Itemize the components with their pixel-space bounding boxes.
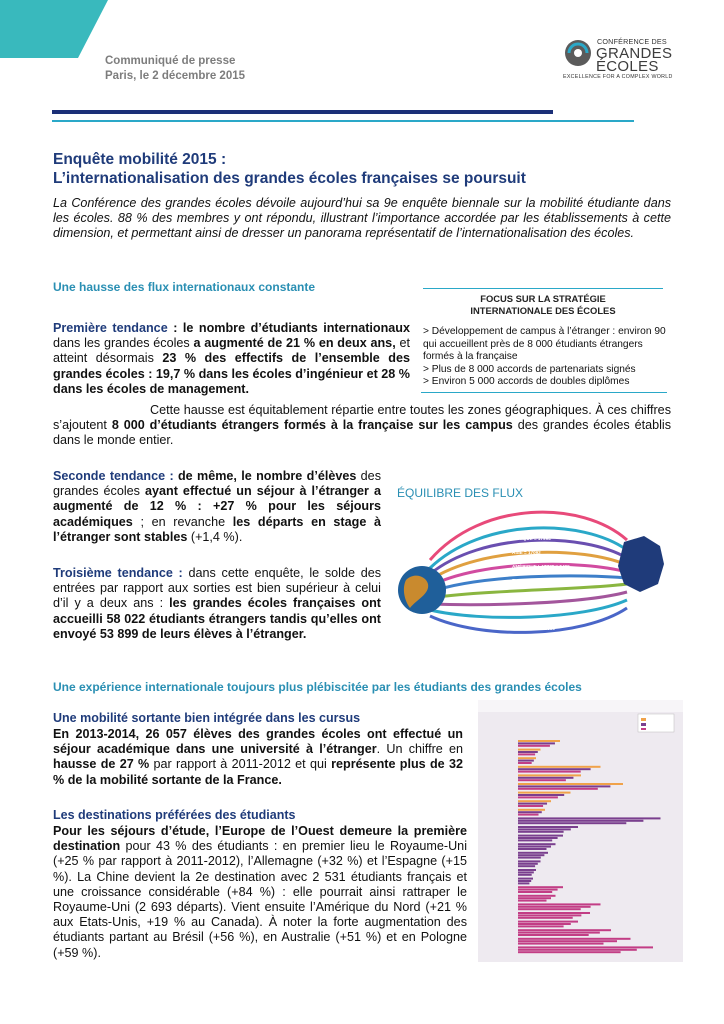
trend1-paragraph-top: Première tendance : le nombre d’étudiants internationaux dans les grandes écoles a augmenté de 21 % en deux ans, et atteint désormais 23 % des effectifs de l’ensemble des grandes écoles : 19,7 % dans les écoles d’ingénieur et 28 % dans les écoles de management. — [53, 321, 410, 396]
chart-bar — [518, 779, 566, 781]
focus-item: > Plus de 8 000 accords de partenariats signés — [423, 363, 636, 375]
logo-text-line3: ÉCOLES — [596, 58, 659, 75]
subsection-mobility: Une mobilité sortante bien intégrée dans les cursus — [53, 711, 361, 725]
chart-bar — [518, 760, 534, 762]
chart-bar — [518, 943, 604, 945]
chart-bar — [518, 771, 581, 773]
chart-bar — [518, 934, 589, 936]
subsection-destinations: Les destinations préférées des étudiants — [53, 808, 296, 822]
chart-bar — [518, 788, 598, 790]
chart-bar — [518, 878, 533, 880]
chart-bar — [518, 740, 560, 742]
flux-label: ASIE = 17092 — [512, 550, 541, 555]
trend3-paragraph: Troisième tendance : dans cette enquête, le solde des entrées par rapport aux sorties est bien supérieur à celui d’il y a deux ans : les grandes écoles françaises ont accueilli 58 022 étudiants étrangers tandis qu’elles ont envoyé 53 899 de leurs élèves à l’étranger. — [53, 566, 382, 641]
chart-bar — [518, 835, 563, 837]
focus-list — [423, 326, 667, 389]
legend-swatch — [641, 718, 646, 721]
chart-bar — [518, 809, 545, 811]
focus-title-line2: INTERNATIONALE DES ÉCOLES — [470, 305, 616, 316]
page-title — [53, 150, 653, 188]
chart-bar — [518, 871, 534, 873]
chart-bar — [518, 805, 543, 807]
title-line1: Enquête mobilité 2015 : — [53, 151, 227, 168]
chart-bar — [518, 938, 631, 940]
destinations-paragraph: Pour les séjours d’étude, l’Europe de l’Ouest demeure la première destination pour 43 % des étudiants : en premier lieu le Royaume-Uni (+25 % par rapport à 2011-2012), l’Allemagne (+32 %) et l’Espagne (+15 %). La Chine devient la 2e destination avec 2 531 étudiants français et une croissance considérable (+84 %) : elle pourrait ainsi rattraper le Royaume-Uni (2 693 départs). Vient ensuite l’Amérique du Nord (+21 % aux Etats-Unis, +19 % au Canada). À noter la forte augmentation des étudiants partant au Brésil (+56 %), en Australie (+51 %) et en Pologne (+59 %). — [53, 824, 467, 960]
chart-bar — [518, 852, 548, 854]
chart-bar — [518, 817, 661, 819]
chart-bar — [518, 903, 601, 905]
chart-bar — [518, 897, 551, 899]
chart-bar — [518, 869, 536, 871]
chart-bar — [518, 886, 563, 888]
chart-bar — [518, 912, 590, 914]
flux-label: AMÉRIQUE DU NORD = 2888 — [512, 606, 575, 611]
chart-bar — [518, 831, 564, 833]
legend-swatch — [641, 723, 646, 726]
chart-bar — [518, 857, 541, 859]
flux-label: ENTRANTS = 58022 — [510, 522, 554, 527]
chart-bar — [518, 889, 558, 891]
chart-bar — [518, 929, 611, 931]
flux-label: EUROPE DE L'OUEST = 10721 — [512, 578, 579, 583]
press-date: Paris, le 2 décembre 2015 — [105, 70, 246, 82]
header-rule-navy — [52, 110, 553, 114]
chart-bar — [518, 908, 581, 910]
chart-bar — [518, 777, 573, 779]
focus-title — [421, 293, 665, 317]
chart-bar — [518, 846, 551, 848]
chart-bar — [518, 906, 591, 908]
header-rule-teal — [52, 120, 634, 122]
chart-bar — [518, 882, 529, 884]
chart-bar — [518, 925, 564, 927]
flux-label: SORTANTS = 53899 — [512, 626, 555, 631]
chart-bar — [518, 917, 573, 919]
logo-text-line1: CONFÉRENCE DES — [597, 37, 667, 46]
chart-bar — [518, 745, 550, 747]
chart-bar — [518, 768, 591, 770]
chart-bar — [518, 914, 581, 916]
chart-bar — [518, 766, 601, 768]
cge-logo — [563, 36, 683, 84]
corner-accent-shape — [0, 0, 108, 58]
trend2-paragraph: Seconde tendance : de même, le nombre d’élèves des grandes écoles ayant effectué un séjour à l’étranger a augmenté de 12 % : +27 % pour les séjours académiques ; en revanche les départs en stage à l’étranger sont stables (+1,4 %). — [53, 469, 381, 544]
focus-title-line1: FOCUS SUR LA STRATÉGIE — [480, 293, 606, 304]
section1-heading: Une hausse des flux internationaux constante — [53, 280, 316, 294]
chart-bar — [518, 839, 552, 841]
flux-arrow — [430, 584, 627, 598]
chart-bar — [518, 811, 542, 813]
france-map-icon — [618, 536, 664, 592]
focus-item: > Environ 5 000 accords de doubles diplômes — [423, 376, 630, 387]
chart-bar — [518, 921, 578, 923]
chart-bar — [518, 820, 643, 822]
chart-bar — [518, 843, 556, 845]
logo-tagline: EXCELLENCE FOR A COMPLEX WORLD — [563, 74, 673, 80]
flux-balance-illustration — [392, 480, 670, 650]
focus-item: > Développement de campus à l’étranger : environ 90 qui accueillent près de 8 000 étudiants étrangers formés à la française — [423, 326, 666, 362]
chart-bar — [518, 880, 531, 882]
chart-bar — [518, 796, 558, 798]
chart-bar — [518, 751, 538, 753]
logo-mark-icon — [563, 38, 593, 68]
chart-bar — [518, 803, 547, 805]
chart-plot-area — [478, 712, 683, 962]
chart-bar — [518, 794, 564, 796]
chart-bar — [518, 951, 621, 953]
chart-bar — [518, 822, 626, 824]
logo-text-line2: GRANDES — [596, 45, 673, 62]
chart-bar — [518, 865, 535, 867]
trend1-lead: Première tendance — [53, 321, 168, 335]
trend1-paragraph-bottom: Cette hausse est équitablement répartie entre toutes les zones géographiques. À ces chiffres s’ajoutent 8 000 d’étudiants étrangers formés à la française sur les campus des grandes écoles établis dans le monde entier. — [53, 403, 671, 448]
chart-bar — [518, 783, 623, 785]
chart-bar — [518, 774, 581, 776]
title-line2: L’internationalisation des grandes écoles françaises se poursuit — [53, 170, 526, 187]
chart-bar — [518, 749, 541, 751]
chart-bar — [518, 946, 653, 948]
intro-paragraph: La Conférence des grandes écoles dévoile aujourd’hui sa 9e enquête biennale sur la mobilité étudiante dans les écoles. 88 % des membres y ont répondu, illustrant l’importance accordée par les établissements à cette dimension, et permettant ainsi de dresser un panorama représentatif de l’internationalisation des écoles. — [53, 196, 671, 240]
chart-bar — [518, 854, 544, 856]
chart-bar — [518, 860, 541, 862]
focus-box — [421, 288, 667, 393]
chart-bar — [518, 785, 610, 787]
chart-bar — [518, 814, 539, 816]
trend2-lead: Seconde tendance : — [53, 469, 174, 483]
chart-bar — [518, 895, 556, 897]
flux-title: ÉQUILIBRE DES FLUX — [397, 486, 524, 500]
chart-bar — [518, 848, 547, 850]
destinations-chart-image — [478, 700, 683, 962]
trend3-lead: Troisième tendance : — [53, 566, 183, 580]
chart-bar — [518, 753, 535, 755]
flux-label: AMÉRIQUE LATINE = 5409 — [512, 564, 570, 569]
chart-bar — [518, 940, 617, 942]
press-header — [105, 54, 245, 84]
mobility-paragraph: En 2013-2014, 26 057 élèves des grandes écoles ont effectué un séjour académique dans une université à l’étranger. Un chiffre en hausse de 27 % par rapport à 2011-2012 et qui représente plus de 32 % de la mobilité sortante de la France. — [53, 727, 464, 787]
chart-bar — [518, 923, 571, 925]
chart-bar — [518, 874, 532, 876]
chart-bar — [518, 826, 578, 828]
chart-bar — [518, 863, 538, 865]
chart-bar — [518, 891, 552, 893]
chart-bar — [518, 800, 551, 802]
chart-bar — [518, 757, 536, 759]
flux-label: AFRIQUE = 17994 — [512, 536, 551, 541]
chart-bar — [518, 932, 600, 934]
legend-swatch — [641, 728, 646, 730]
chart-bar — [518, 837, 558, 839]
chart-bar — [518, 762, 532, 764]
chart-bar — [518, 900, 547, 902]
focus-rule-bottom — [421, 392, 667, 393]
chart-bar — [518, 949, 637, 951]
chart-bar — [518, 792, 571, 794]
chart-bar — [518, 742, 555, 744]
section2-heading: Une expérience internationale toujours plus plébiscitée par les étudiants des grandes écoles — [53, 680, 582, 694]
focus-rule-top — [423, 288, 663, 289]
press-release-label: Communiqué de presse — [105, 55, 236, 67]
chart-bar — [518, 828, 571, 830]
